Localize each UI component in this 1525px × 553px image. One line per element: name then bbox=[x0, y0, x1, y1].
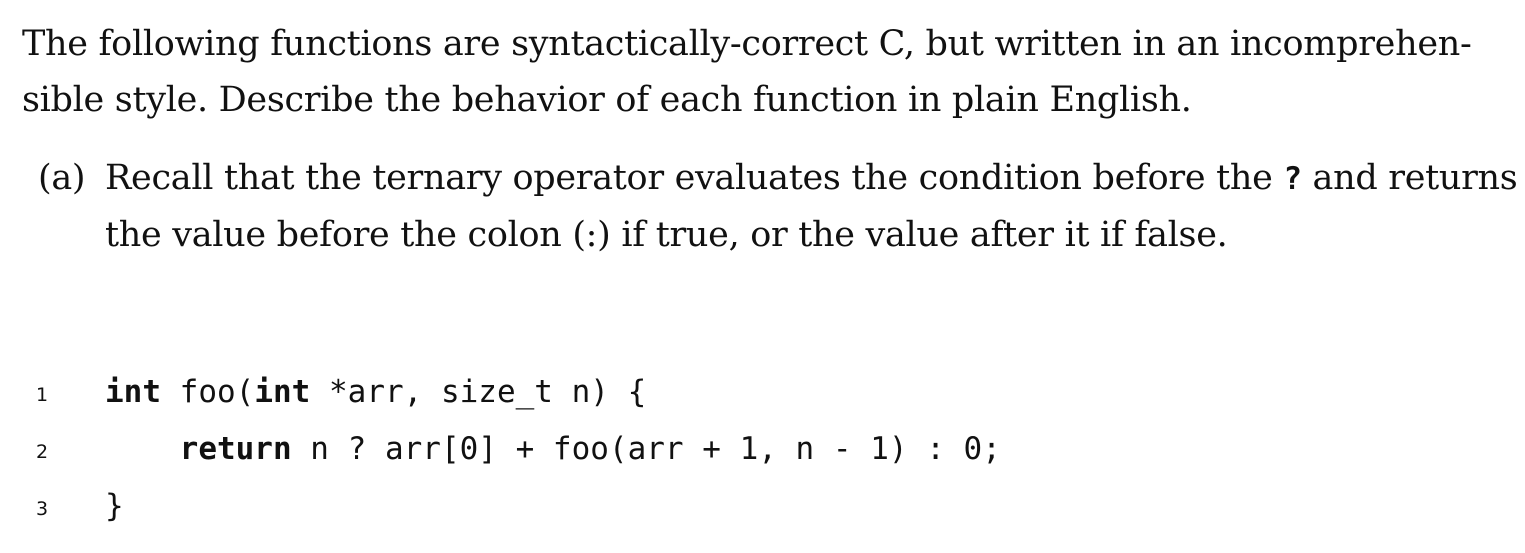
part-a-text bbox=[105, 150, 1517, 263]
code-segment: n ? arr[0] + foo(arr + 1, n - 1) : 0; bbox=[291, 431, 1001, 467]
line-number: 1 bbox=[35, 384, 49, 406]
part-a-line-1-before: Recall that the ternary operator evaluates the condition before the bbox=[105, 158, 1284, 198]
code-keyword: return bbox=[179, 431, 292, 467]
code-line bbox=[0, 421, 1200, 478]
part-a-line-1 bbox=[105, 150, 1517, 207]
code-text bbox=[105, 427, 1001, 471]
intro-paragraph bbox=[22, 16, 1512, 128]
line-number: 2 bbox=[35, 441, 49, 463]
code-segment: } bbox=[105, 488, 124, 524]
intro-line-1: The following functions are syntactically-correct C, but written in an incomprehen- bbox=[22, 24, 1472, 64]
part-a-label: (a) bbox=[38, 158, 86, 198]
part-a-line-1-after: and returns bbox=[1301, 158, 1518, 198]
code-segment: *arr, size_t n) { bbox=[310, 374, 647, 410]
code-text bbox=[105, 370, 646, 414]
code-line bbox=[0, 364, 1200, 421]
code-listing bbox=[0, 364, 1200, 535]
code-keyword: int bbox=[105, 374, 161, 410]
code-keyword: int bbox=[254, 374, 311, 410]
intro-line-2: sible style. Describe the behavior of each function in plain English. bbox=[22, 80, 1192, 120]
part-a-line-2: the value before the colon (:) if true, or the value after it if false. bbox=[105, 215, 1228, 255]
code-line bbox=[0, 478, 1200, 535]
code-indent bbox=[105, 431, 180, 467]
code-segment: foo( bbox=[161, 374, 255, 410]
line-number: 3 bbox=[35, 498, 49, 520]
ternary-question-mark: ? bbox=[1283, 161, 1302, 197]
code-text bbox=[105, 484, 124, 528]
